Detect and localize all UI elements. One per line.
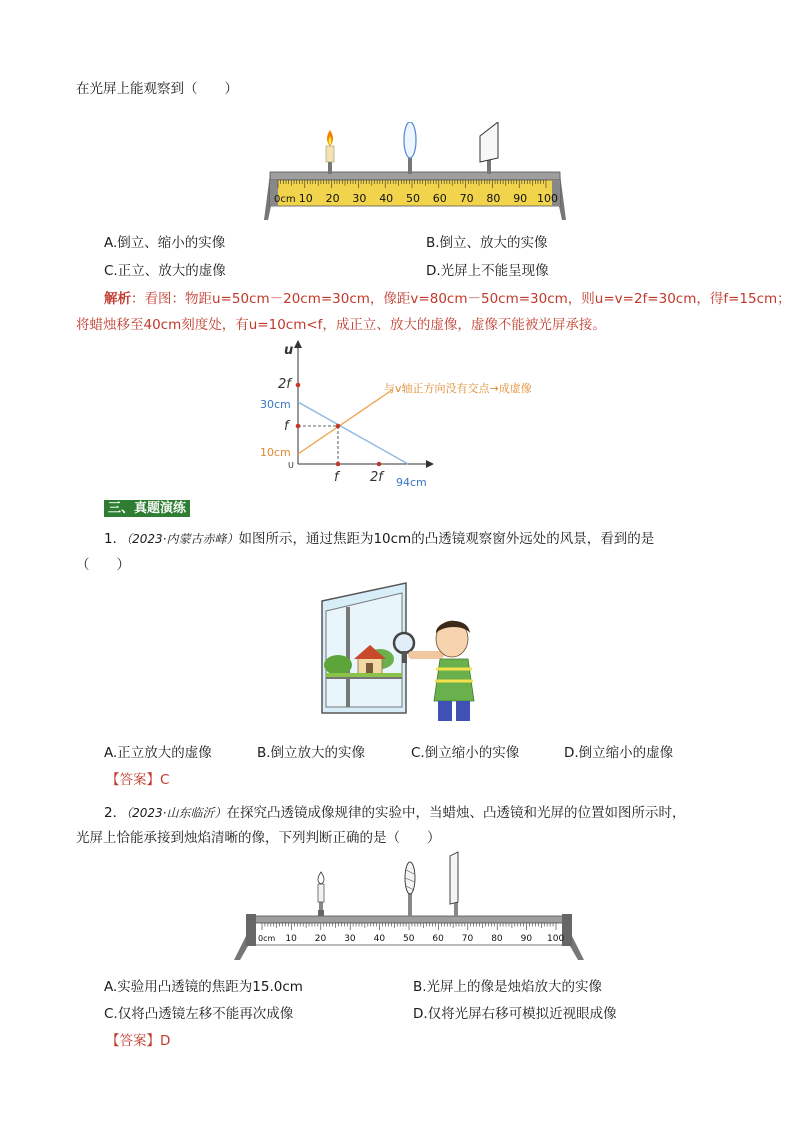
convex-lens-2 (405, 862, 415, 916)
scale-tick-label: 30 (344, 934, 356, 944)
candle-2 (318, 872, 324, 916)
bench-unit-label: 0cm (274, 194, 296, 205)
q0-option-b: B.倒立、放大的实像 (426, 235, 548, 251)
tree (324, 655, 352, 675)
q2-answer-value: D (160, 1033, 171, 1049)
mark-2f-v: 2f (370, 470, 383, 485)
blue-line (298, 402, 408, 464)
q1-number: 1． (104, 531, 127, 547)
q2-option-a: A.实验用凸透镜的焦距为15.0cm (104, 979, 303, 995)
scale-tick-label: 90 (520, 934, 533, 944)
scale-tick-label: 70 (459, 192, 474, 205)
boy-arm (408, 651, 444, 659)
q1-answer (106, 768, 169, 788)
q1-stem-text: 如图所示，通过焦距为10cm的凸透镜观察窗外远处的风景，看到的是 (238, 531, 655, 547)
q1-answer-value: C (160, 772, 170, 788)
scale-tick-label: 50 (406, 192, 420, 205)
analysis-label: 解析 (104, 291, 131, 307)
bench-unit-label-2: 0cm (258, 934, 276, 943)
scale-tick-label: 40 (373, 934, 386, 944)
mark-f-u: f (284, 419, 289, 434)
scale-tick-label: 10 (298, 192, 313, 205)
scale-tick-label: 70 (461, 934, 474, 944)
u-axis-label: u (284, 343, 294, 358)
scale-tick-label: 100 (537, 192, 558, 205)
light-screen (480, 122, 498, 174)
analysis-line-2: 将蜡烛移至40cm刻度处，有u=10cm<f，成正立、放大的虚像，虚像不能被光屏承接。 (76, 317, 606, 333)
scale-tick-label: 60 (432, 192, 447, 205)
analysis-text-1: ：看图：物距u=50cm－20cm=30cm，像距v=80cm－50cm=30cm，则u=v=2f=30cm，得f=15cm； (131, 291, 791, 307)
mark-10cm: 10cm (260, 446, 291, 459)
scale-tick-label: 90 (513, 192, 528, 205)
scale-tick-label: 20 (325, 192, 340, 205)
candle (326, 130, 334, 174)
q1-option-a: A.正立放大的虚像 (104, 745, 212, 761)
section-header (104, 497, 190, 516)
magnifier-icon (394, 633, 414, 653)
mark-2f-u: 2f (278, 377, 291, 392)
q1-blank: （ ） (76, 557, 130, 573)
q1-option-c: C.倒立缩小的实像 (411, 745, 520, 761)
graph-annotation: 与v轴正方向没有交点→成虚像 (384, 382, 532, 395)
scale-tick-label: 10 (285, 934, 297, 944)
bench-rail (270, 172, 560, 180)
analysis-line-1 (104, 287, 791, 307)
question-stem-tail: 在光屏上能观察到（ ） (76, 81, 238, 97)
u-v-graph (252, 336, 572, 492)
q1-option-b: B.倒立放大的实像 (257, 745, 366, 761)
q2-stem-line-1 (104, 801, 685, 821)
mark-f-v: f (334, 470, 339, 485)
q2-option-d: D.仅将光屏右移可模拟近视眼成像 (413, 1006, 617, 1022)
window-boy-illustration (318, 581, 490, 723)
point-f-u (296, 424, 301, 429)
q1-answer-label: 【答案】 (106, 772, 160, 788)
point-2f-u (296, 383, 301, 388)
point-f-v (336, 462, 341, 467)
section-title: 三、真题演练 (104, 500, 190, 517)
scale-tick-label: 100 (547, 934, 565, 944)
q0-option-c: C.正立、放大的虚像 (104, 263, 226, 279)
optical-bench-figure-1 (264, 122, 566, 222)
scale-tick-label: 40 (379, 192, 394, 205)
q0-option-a: A.倒立、缩小的实像 (104, 235, 226, 251)
point-2f-v (377, 462, 382, 467)
q2-number: 2． (104, 805, 127, 821)
optical-bench-figure-2 (234, 848, 584, 962)
scale-tick-label: 50 (403, 934, 415, 944)
q2-option-b: B.光屏上的像是烛焰放大的实像 (413, 979, 603, 995)
q1-stem (104, 527, 654, 547)
mark-30cm: 30cm (260, 398, 291, 411)
scale-tick-label: 20 (314, 934, 327, 944)
mark-94cm: 94cm (396, 476, 427, 489)
q2-answer (106, 1029, 170, 1049)
q1-source: （2023·内蒙古赤峰） (126, 532, 239, 546)
q0-option-d: D.光屏上不能呈现像 (426, 263, 549, 279)
q2-answer-label: 【答案】 (106, 1033, 160, 1049)
scale-tick-label: 30 (352, 192, 367, 205)
point-intersection (336, 424, 341, 429)
q2-stem-text-1: 在探究凸透镜成像规律的实验中，当蜡烛、凸透镜和光屏的位置如图所示时， (226, 805, 686, 821)
scale-tick-label: 80 (491, 934, 503, 944)
orange-line (298, 390, 392, 454)
q2-stem-line-2: 光屏上恰能承接到烛焰清晰的像，下列判断正确的是（ ） (76, 830, 441, 846)
light-screen-2 (450, 852, 458, 916)
convex-lens (404, 122, 416, 174)
q1-option-d: D.倒立缩小的虚像 (564, 745, 674, 761)
scale-tick-label: 80 (486, 192, 501, 205)
origin-label: U (288, 461, 294, 470)
q2-source: （2023·山东临沂） (126, 806, 227, 820)
scale-tick-label: 60 (432, 934, 444, 944)
q2-option-c: C.仅将凸透镜左移不能再次成像 (104, 1006, 294, 1022)
